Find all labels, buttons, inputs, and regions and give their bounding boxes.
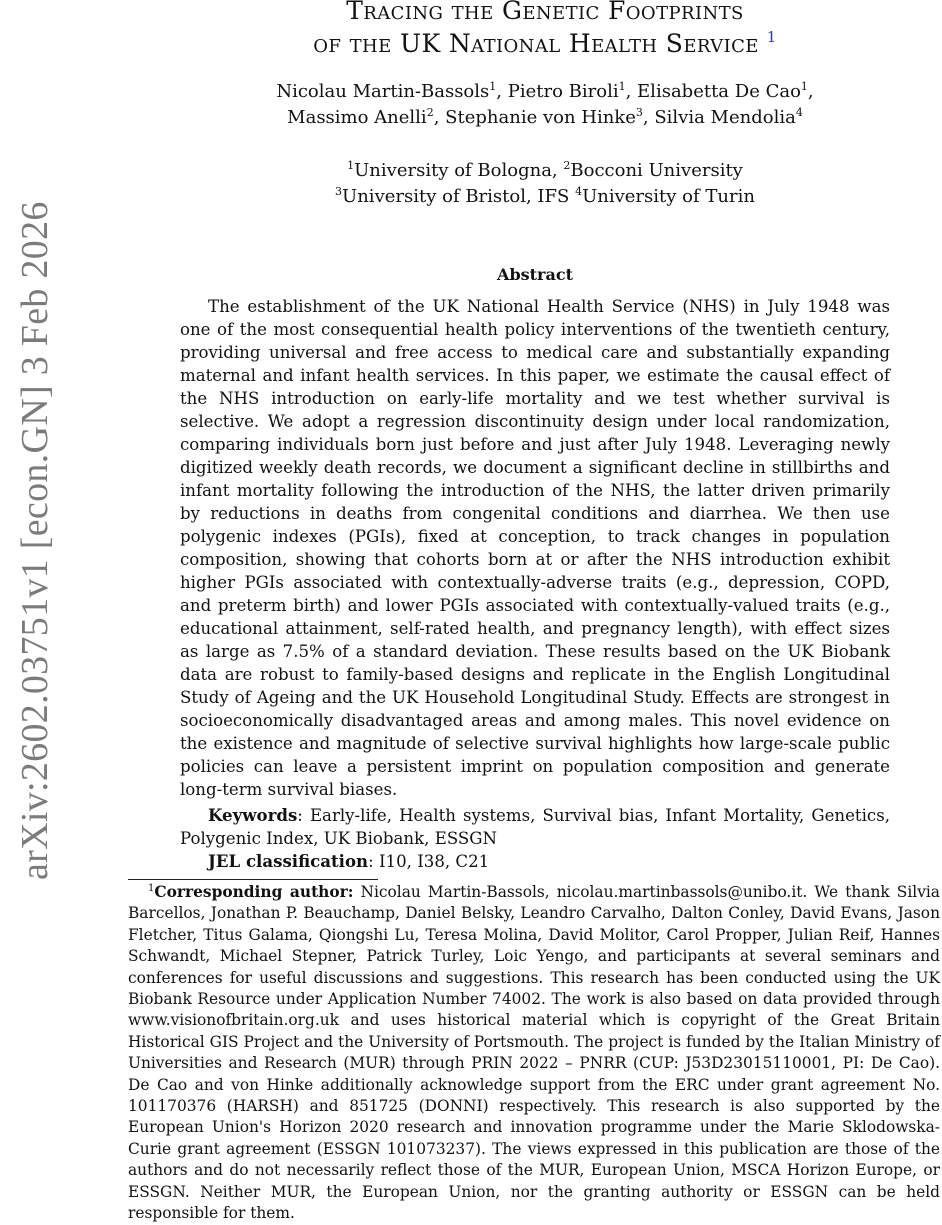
author-affiliation-mark: 4 bbox=[795, 106, 803, 119]
affiliation-name: University of Bristol, IFS bbox=[342, 186, 576, 207]
author-name: Pietro Biroli bbox=[507, 81, 619, 102]
jel-classification-line bbox=[180, 850, 890, 873]
author-affiliation-mark: 1 bbox=[489, 80, 497, 93]
affiliation-name: University of Turin bbox=[582, 186, 755, 207]
keywords-label: Keywords bbox=[208, 805, 298, 825]
affiliation-name: Bocconi University bbox=[570, 160, 743, 181]
abstract-heading: Abstract bbox=[497, 265, 573, 284]
author-name: Elisabetta De Cao bbox=[637, 81, 801, 102]
arxiv-identifier-stamp: arXiv:2602.03751v1 [econ.GN] 3 Feb 2026 bbox=[14, 201, 56, 880]
footnote-label: Corresponding author: bbox=[154, 883, 354, 901]
paper-title-line-2: of the UK National Health Service $^1$ bbox=[313, 28, 777, 58]
jel-label: JEL classification bbox=[208, 851, 369, 871]
title-footnote-link[interactable]: 1 bbox=[766, 28, 777, 46]
author-affiliation-mark: 1 bbox=[618, 80, 626, 93]
jel-value: : I10, I38, C21 bbox=[368, 852, 490, 871]
affiliation-name: University of Bologna, bbox=[354, 160, 564, 181]
footnote-divider bbox=[128, 879, 378, 880]
author-name: Massimo Anelli bbox=[287, 107, 427, 128]
author-name: Nicolau Martin-Bassols bbox=[276, 81, 490, 102]
author-name: Stephanie von Hinke bbox=[445, 107, 636, 128]
keywords-value: : Early-life, Health systems, Survival bias, Infant Mortality, Genetics, Polygenic Index, UK Biobank, ESSGN bbox=[180, 806, 890, 848]
keywords-line bbox=[180, 804, 890, 850]
author-affiliation-mark: 1 bbox=[800, 80, 808, 93]
affiliations-line-2: $^3$University of Bristol, IFS $^4$University of Turin bbox=[335, 185, 755, 207]
footnote-text: Nicolau Martin-Bassols, nicolau.martinbassols@unibo.it. We thank Silvia Barcellos, Jonathan P. Beauchamp, Daniel Belsky, Leandro Carvalho, Dalton Conley, David Evans, Jason Fletcher, Titus Galama, Qiongshi Lu, Teresa Molina, David Molitor, Carol Propper, Julian Reif, Hannes Schwandt, Michael Stepner, Patrick Turley, Loic Yengo, and participants at several seminars and conferences for useful discussions and suggestions. This research has been conducted using the UK Biobank Resource under Application Number 74002. The work is also based on data provided through www.visionofbritain.org.uk and uses historical material which is copyright of the Great Britain Historical GIS Project and the University of Portsmouth. The project is funded by the Italian Ministry of Universities and Research (MUR) through PRIN 2022 – PNRR (CUP: J53D23015110001, PI: De Cao). De Cao and von Hinke additionally acknowledge support from the ERC under grant agreement No. 101170376 (HARSH) and 851725 (DONNI) respectively. This research is also supported by the European Union's Horizon 2020 research and innovation programme under the Marie Sklodowska-Curie grant agreement (ESSGN 101073237). The views expressed in this publication are those of the authors and do not necessarily reflect those of the MUR, European Union, MSCA Horizon Europe, or ESSGN. Neither MUR, the European Union, nor the granting authority or ESSGN can be held responsible for them. bbox=[128, 883, 940, 1223]
footnote-marker: 1 bbox=[148, 883, 155, 894]
author-list-line-1: Nicolau Martin-Bassols$^1$, Pietro Biroli$^1$, Elisabetta De Cao$^1$, bbox=[276, 80, 814, 102]
affiliations-line-1: $^1$University of Bologna, $^2$Bocconi University bbox=[347, 159, 743, 181]
paper-title-line-1: Tracing the Genetic Footprints bbox=[346, 0, 744, 25]
author-affiliation-mark: 3 bbox=[635, 106, 643, 119]
author-list-line-2: Massimo Anelli$^2$, Stephanie von Hinke$^3$, Silvia Mendolia$^4$ bbox=[287, 106, 803, 128]
author-affiliation-mark: 2 bbox=[426, 106, 434, 119]
corresponding-author-footnote bbox=[128, 882, 940, 1225]
abstract-text: The establishment of the UK National Health Service (NHS) in July 1948 was one of the most consequential health policy interventions of the twentieth century, providing universal and free access to medical care and substantially expanding maternal and infant health services. In this paper, we estimate the causal effect of the NHS introduction on early-life mortality and we test whether survival is selective. We adopt a regression discontinuity design under local randomization, comparing individuals born just before and just after July 1948. Leveraging newly digitized weekly death records, we document a significant decline in stillbirths and infant mortality following the introduction of the NHS, the latter driven primarily by reductions in deaths from congenital conditions and diarrhea. We then use polygenic indexes (PGIs), fixed at conception, to track changes in population composition, showing that cohorts born at or after the NHS introduction exhibit higher PGIs associated with contextually-adverse traits (e.g., depression, COPD, and preterm birth) and lower PGIs associated with contextually-valued traits (e.g., educational attainment, self-rated health, and pregnancy length), with effect sizes as large as 7.5% of a standard deviation. These results based on the UK Biobank data are robust to family-based designs and replicate in the English Longitudinal Study of Ageing and the UK Household Longitudinal Study. Effects are strongest in socioeconomically disadvantaged areas and among males. This novel evidence on the existence and magnitude of selective survival highlights how large-scale public policies can leave a persistent imprint on population composition and generate long-term survival biases. bbox=[180, 297, 890, 799]
author-name: Silvia Mendolia bbox=[654, 107, 796, 128]
